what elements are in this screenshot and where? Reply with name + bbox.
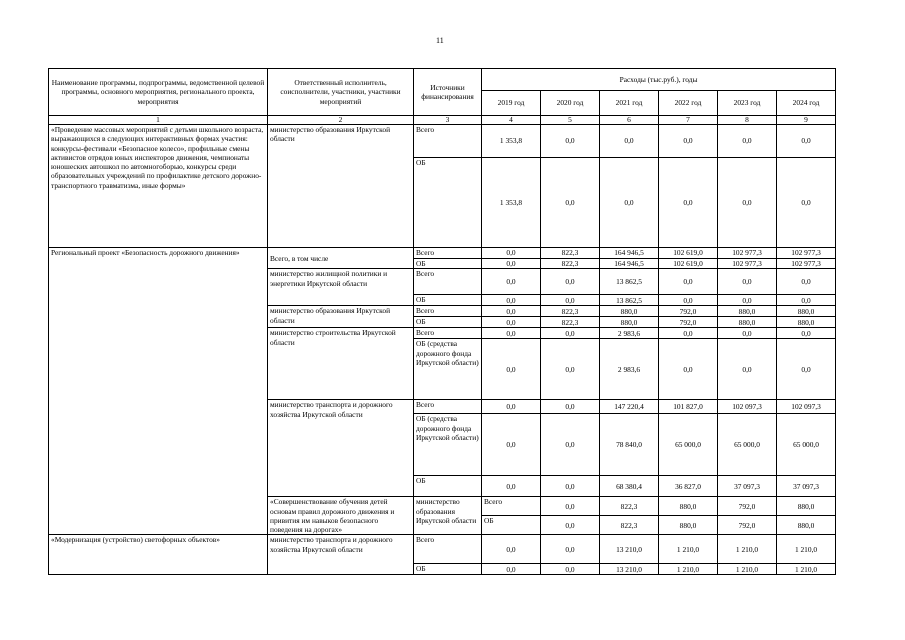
value-cell: 0,0: [659, 158, 718, 248]
executor: министерство образования Иркутской области: [268, 125, 414, 248]
value-cell: 792,0: [659, 306, 718, 317]
value-cell: 0,0: [482, 295, 541, 306]
value-cell: 0,0: [777, 269, 836, 295]
value-cell: 1 210,0: [777, 564, 836, 575]
value-cell: 0,0: [541, 535, 600, 564]
header-year: 2019 год: [482, 91, 541, 116]
value-cell: 880,0: [718, 317, 777, 328]
value-cell: 164 946,5: [600, 248, 659, 259]
value-cell: 0,0: [482, 306, 541, 317]
value-cell: 65 000,0: [718, 414, 777, 476]
value-cell: 0,0: [718, 339, 777, 400]
value-cell: 0,0: [482, 248, 541, 259]
value-cell: 880,0: [600, 306, 659, 317]
header-sources: Источники финансирования: [414, 69, 482, 116]
value-cell: 101 827,0: [659, 400, 718, 414]
value-cell: 37 097,3: [718, 476, 777, 497]
value-cell: 0,0: [482, 328, 541, 339]
value-cell: 68 380,4: [600, 476, 659, 497]
page-number: 11: [436, 36, 444, 45]
value-cell: 0,0: [482, 269, 541, 295]
value-cell: 822,3: [541, 248, 600, 259]
value-cell: 0,0: [482, 339, 541, 400]
value-cell: 0,0: [541, 476, 600, 497]
event-name: «Модернизация (устройство) светофорных объектов»: [49, 535, 268, 575]
value-cell: 0,0: [541, 125, 600, 158]
value-cell: 792,0: [718, 516, 777, 535]
value-cell: 0,0: [482, 535, 541, 564]
value-cell: 1 210,0: [718, 564, 777, 575]
value-cell: 1 210,0: [777, 535, 836, 564]
executor: министерство жилищной политики и энергетики Иркутской области: [268, 269, 414, 306]
value-cell: 822,3: [541, 259, 600, 269]
source: Всего: [414, 125, 482, 158]
value-cell: 102 977,3: [777, 259, 836, 269]
value-cell: 1 353,8: [482, 125, 541, 158]
value-cell: 792,0: [659, 317, 718, 328]
value-cell: 822,3: [541, 317, 600, 328]
value-cell: 65 000,0: [659, 414, 718, 476]
value-cell: 0,0: [541, 516, 600, 535]
value-cell: 880,0: [718, 306, 777, 317]
executor: министерство транспорта и дорожного хозяйства Иркутской области: [268, 535, 414, 575]
value-cell: 102 619,0: [659, 259, 718, 269]
value-cell: 2 983,6: [600, 339, 659, 400]
value-cell: 880,0: [600, 317, 659, 328]
value-cell: 0,0: [541, 158, 600, 248]
source: ОБ: [414, 564, 482, 575]
value-cell: 0,0: [777, 158, 836, 248]
value-cell: 0,0: [659, 328, 718, 339]
header-year: 2020 год: [541, 91, 600, 116]
column-number: 8: [718, 116, 777, 125]
value-cell: 0,0: [541, 414, 600, 476]
value-cell: 792,0: [718, 497, 777, 516]
value-cell: 880,0: [659, 516, 718, 535]
value-cell: 102 619,0: [659, 248, 718, 259]
column-number: 3: [414, 116, 482, 125]
header-expenses: Расходы (тыс.руб.), годы: [482, 69, 836, 91]
executor: Всего, в том числе: [268, 248, 414, 269]
value-cell: 0,0: [541, 269, 600, 295]
executor: министерство строительства Иркутской области: [268, 328, 414, 400]
value-cell: 0,0: [482, 476, 541, 497]
value-cell: 1 210,0: [718, 535, 777, 564]
value-cell: 0,0: [777, 328, 836, 339]
source: Всего: [414, 535, 482, 564]
source: ОБ: [414, 158, 482, 248]
value-cell: 0,0: [659, 125, 718, 158]
column-number: 1: [49, 116, 268, 125]
executor: министерство образования Иркутской области: [268, 306, 414, 328]
value-cell: 0,0: [718, 125, 777, 158]
executor: министерство образования Иркутской области: [414, 497, 482, 535]
value-cell: 822,3: [600, 497, 659, 516]
value-cell: 102 977,3: [777, 248, 836, 259]
value-cell: 0,0: [482, 400, 541, 414]
column-number: 2: [268, 116, 414, 125]
column-number: 9: [777, 116, 836, 125]
value-cell: 880,0: [777, 306, 836, 317]
value-cell: 147 220,4: [600, 400, 659, 414]
value-cell: 880,0: [777, 516, 836, 535]
header-executor: Ответственный исполнитель, соисполнители, участники, участники мероприятий: [268, 69, 414, 116]
value-cell: 78 840,0: [600, 414, 659, 476]
value-cell: 0,0: [777, 125, 836, 158]
value-cell: 102 977,3: [718, 259, 777, 269]
value-cell: 880,0: [659, 497, 718, 516]
header-year: 2021 год: [600, 91, 659, 116]
value-cell: 102 097,3: [718, 400, 777, 414]
value-cell: 102 097,3: [777, 400, 836, 414]
column-number: 4: [482, 116, 541, 125]
source: Всего: [414, 328, 482, 339]
value-cell: 0,0: [541, 564, 600, 575]
column-number: 5: [541, 116, 600, 125]
value-cell: 822,3: [600, 516, 659, 535]
value-cell: 0,0: [482, 317, 541, 328]
event-name: Региональный проект «Безопасность дорожного движения»: [49, 248, 268, 535]
source: Всего: [414, 269, 482, 295]
executor: министерство транспорта и дорожного хозяйства Иркутской области: [268, 400, 414, 497]
source: ОБ: [414, 317, 482, 328]
header-year: 2022 год: [659, 91, 718, 116]
value-cell: 164 946,5: [600, 259, 659, 269]
header-year: 2024 год: [777, 91, 836, 116]
value-cell: 0,0: [541, 328, 600, 339]
source: Всего: [482, 497, 541, 516]
source: ОБ: [414, 476, 482, 497]
value-cell: 13 862,5: [600, 295, 659, 306]
value-cell: 0,0: [482, 414, 541, 476]
value-cell: 0,0: [541, 497, 600, 516]
source: ОБ: [414, 295, 482, 306]
value-cell: 13 210,0: [600, 535, 659, 564]
value-cell: 822,3: [541, 306, 600, 317]
source: Всего: [414, 306, 482, 317]
value-cell: 0,0: [659, 295, 718, 306]
value-cell: 0,0: [600, 125, 659, 158]
value-cell: 1 210,0: [659, 535, 718, 564]
value-cell: 880,0: [777, 497, 836, 516]
value-cell: 13 862,5: [600, 269, 659, 295]
value-cell: 65 000,0: [777, 414, 836, 476]
source: ОБ (средства дорожного фонда Иркутской области): [414, 414, 482, 476]
value-cell: 880,0: [777, 317, 836, 328]
value-cell: 0,0: [482, 564, 541, 575]
value-cell: 0,0: [777, 295, 836, 306]
value-cell: 102 977,3: [718, 248, 777, 259]
header-year: 2023 год: [718, 91, 777, 116]
value-cell: 1 353,8: [482, 158, 541, 248]
value-cell: 0,0: [482, 259, 541, 269]
value-cell: 1 210,0: [659, 564, 718, 575]
column-number: 7: [659, 116, 718, 125]
value-cell: 2 983,6: [600, 328, 659, 339]
value-cell: 0,0: [718, 295, 777, 306]
value-cell: 37 097,3: [777, 476, 836, 497]
value-cell: 0,0: [777, 339, 836, 400]
event-name: «Совершенствование обучения детей основам правил дорожного движения и привития им навыков безопасного поведения на дорогах»: [268, 497, 414, 535]
value-cell: 0,0: [718, 269, 777, 295]
event-name: «Проведение массовых мероприятий с детьми школьного возраста, выражающихся в следующих интерактивных формах участия: конкурсы-фестивали «Безопасное колесо», профильные смены активистов отрядов юных инспекторов движения, чемпионаты юношеских автошкол по автомногоборью, конкурсы среди образовательных учреждений по профилактике детского дорожно-транспортного травматизма, иные формы»: [49, 125, 268, 248]
value-cell: 0,0: [541, 339, 600, 400]
source: ОБ (средства дорожного фонда Иркутской области): [414, 339, 482, 400]
value-cell: 0,0: [718, 328, 777, 339]
value-cell: 0,0: [541, 295, 600, 306]
source: ОБ: [414, 259, 482, 269]
value-cell: 13 210,0: [600, 564, 659, 575]
value-cell: 0,0: [541, 400, 600, 414]
financing-table: [48, 68, 836, 575]
value-cell: 36 827,0: [659, 476, 718, 497]
value-cell: 0,0: [659, 339, 718, 400]
value-cell: 0,0: [718, 158, 777, 248]
value-cell: 0,0: [659, 269, 718, 295]
source: ОБ: [482, 516, 541, 535]
source: Всего: [414, 248, 482, 259]
header-name: Наименование программы, подпрограммы, ведомственной целевой программы, основного мероприятия, регионального проекта, мероприятия: [49, 69, 268, 116]
column-number: 6: [600, 116, 659, 125]
source: Всего: [414, 400, 482, 414]
value-cell: 0,0: [600, 158, 659, 248]
